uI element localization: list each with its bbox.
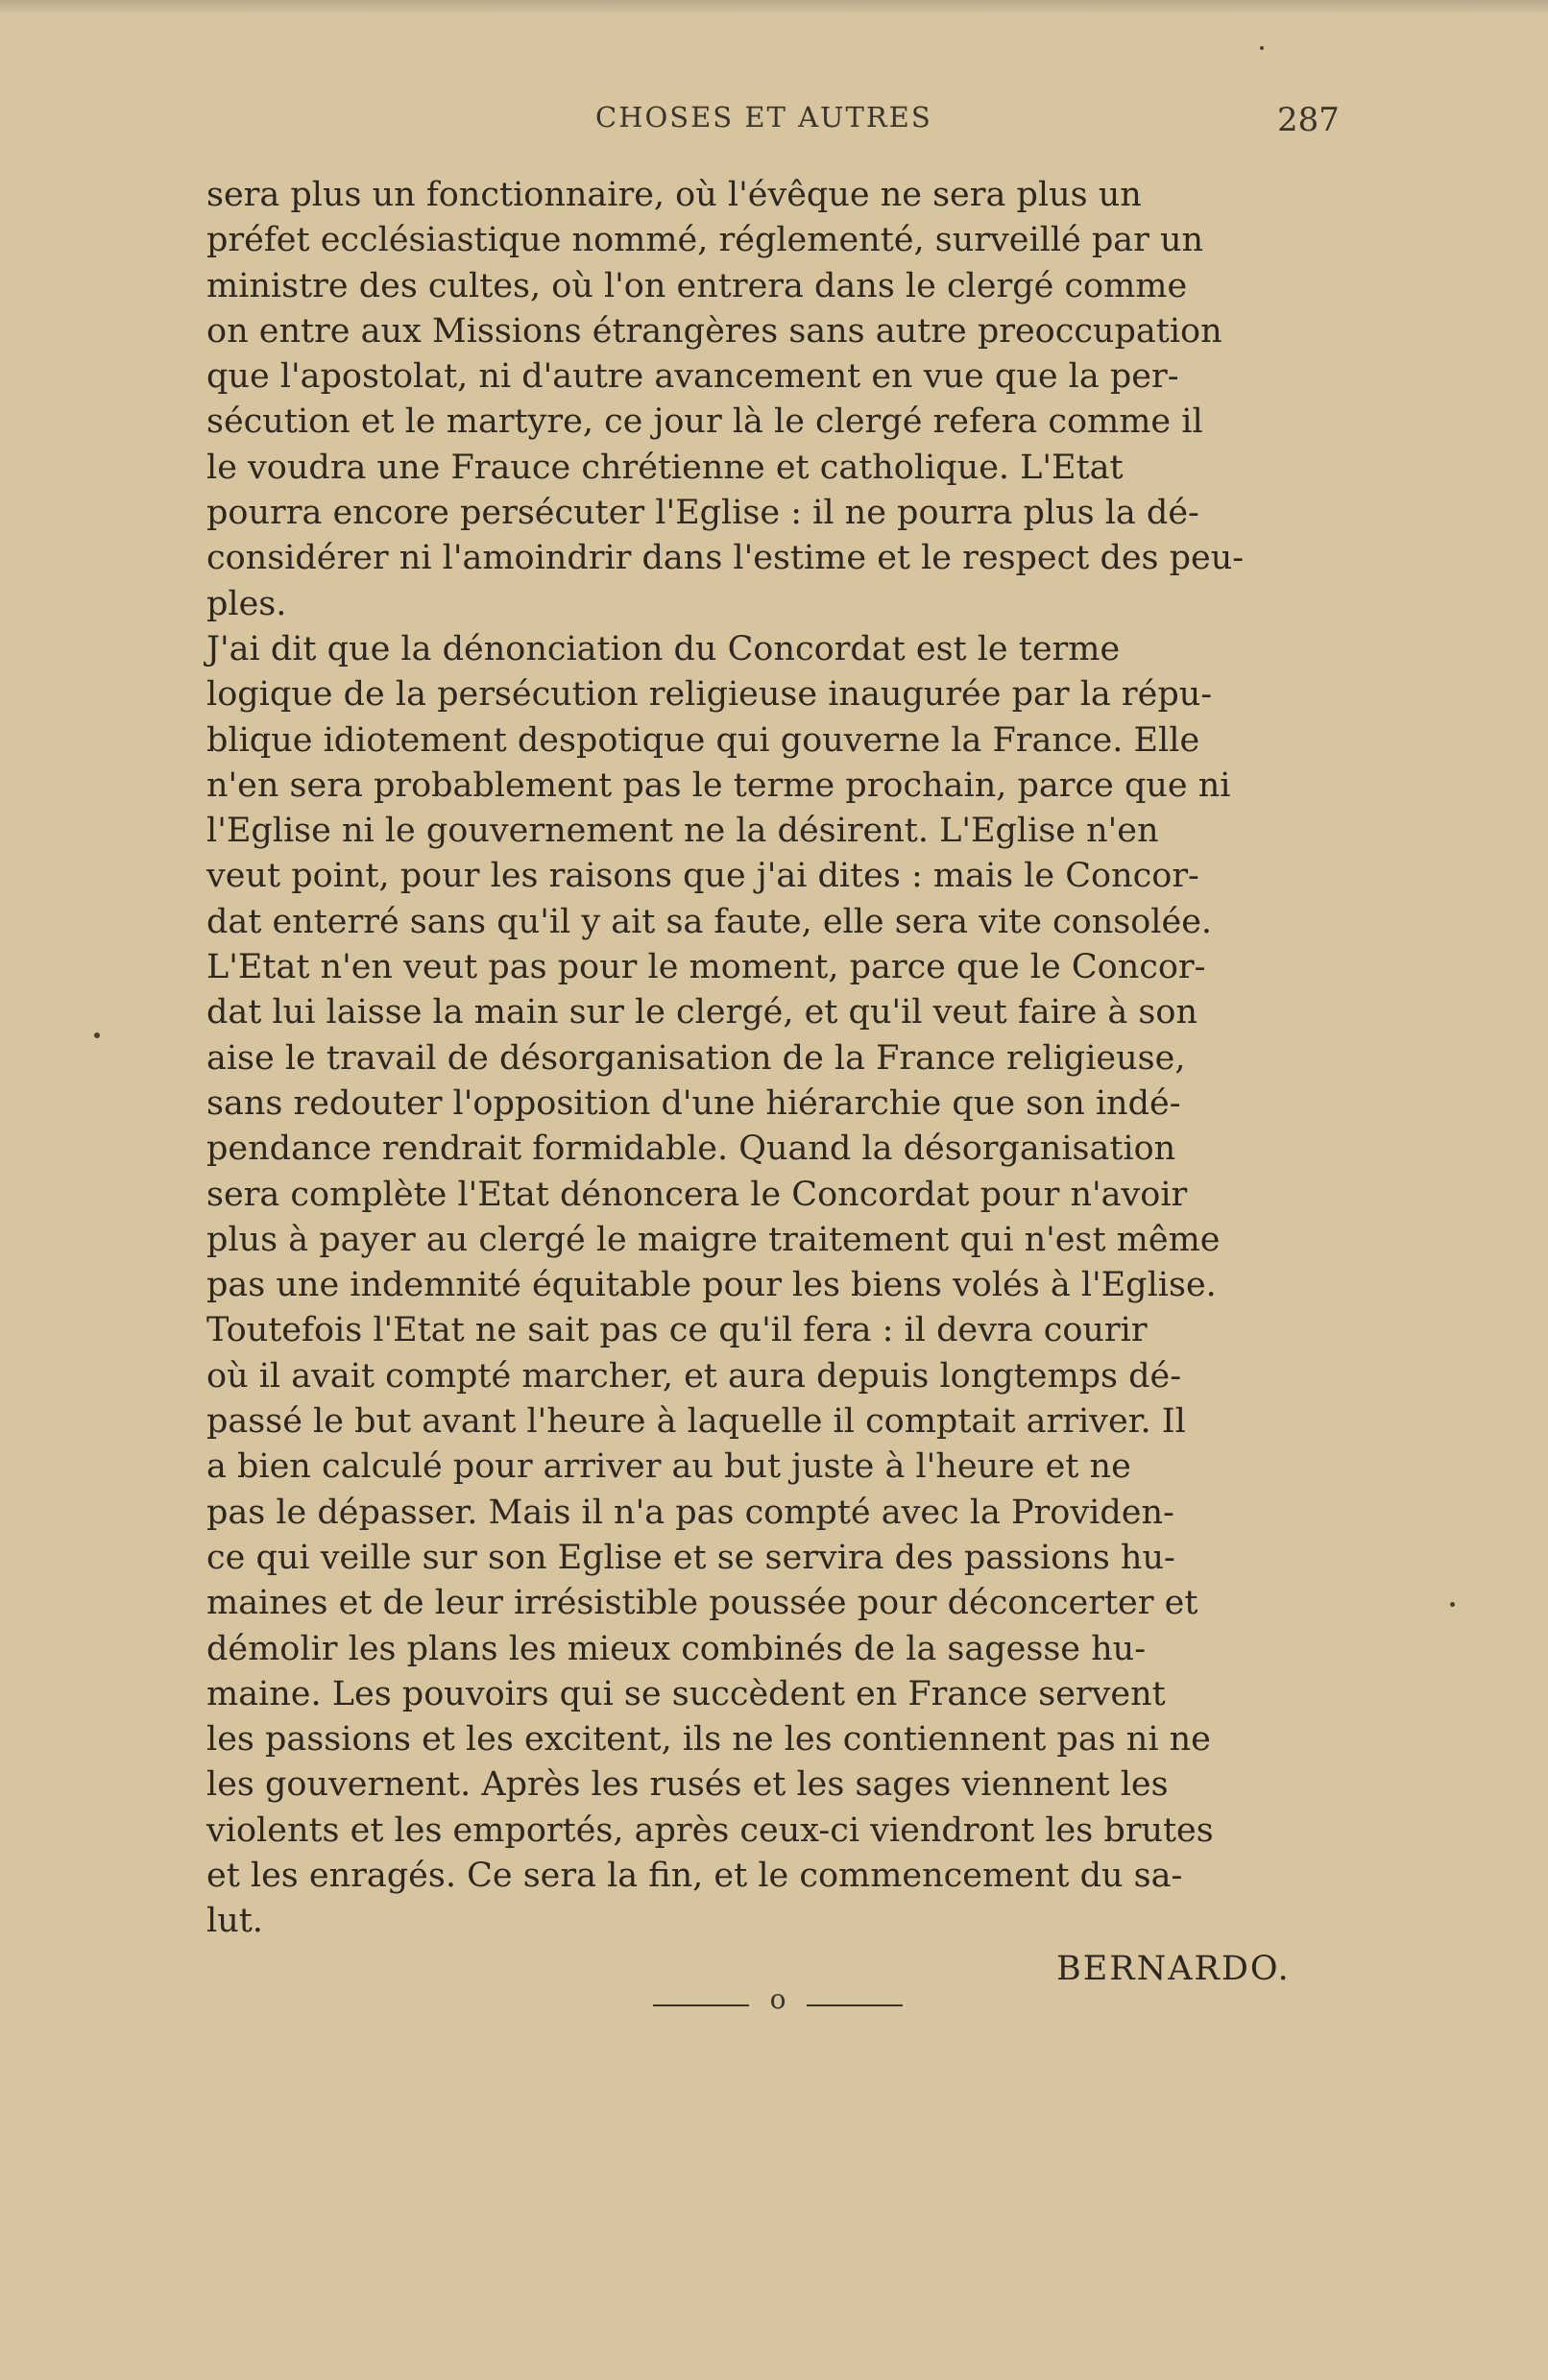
ink-speck [1260, 46, 1264, 50]
separator-mark: o [769, 1983, 786, 2015]
section-separator [653, 1983, 903, 2022]
page-number: 287 [1277, 101, 1340, 139]
paragraph-1: sera plus un fonctionnaire, où l'évêque ne sera plus un préfet ecclésiastique nommé, réglementé, surveillé par un ministre des cultes, où l'on entrera dans le clergé comme on entre aux Missions étrangères sans autre preoccupation que l'apostolat, ni d'autre avancement en vue que la per- sécution et le martyre, ce jour là le clergé refera comme il le voudra une Frauce chrétienne et catholique. L'Etat pourra encore persécuter l'Eglise : il ne pourra plus la dé- considérer ni l'amoindrir dans l'estime et le respect des peu- ples. [206, 176, 1245, 623]
paragraph-2: J'ai dit que la dénonciation du Concordat est le terme logique de la persécution religieuse inaugurée par la répu- blique idiotement despotique qui gouverne la France. Elle n'en sera probablement pas le terme prochain, parce que ni l'Eglise ni le gouvernement ne la désirent. L'Eglise n'en veut point, pour les raisons que j'ai dites : mais le Concor- dat enterré sans qu'il y ait sa faute, elle sera vite consolée. L'Etat n'en veut pas pour le moment, parce que le Concor- dat lui laisse la main sur le clergé, et qu'il veut faire à son aise le travail de désorganisation de la France religieuse, sans redouter l'opposition d'une hiérarchie que son indé- pendance rendrait formidable. Quand la désorganisation sera complète l'Etat dénoncera le Concordat pour n'avoir plus à payer au clergé le maigre traitement qui n'est même pas une indemnité équitable pour les biens volés à l'Eglise. Toutefois l'Etat ne sait pas ce qu'il fera : il devra courir où il avait compté marcher, et aura depuis longtemps dé- passé le but avant l'heure à laquelle il comptait arriver. Il a bien calculé pour arriver au but juste à l'heure et ne pas le dépasser. Mais il n'a pas compté avec la Providen- ce qui veille sur son Eglise et se servira des passions hu- maines et de leur irrésistible poussée pour déconcerter et démolir les plans les mieux combinés de la sagesse hu- maine. Les pouvoirs qui se succèdent en France servent les passions et les excitent, ils ne les contiennent pas ni ne les gouvernent. Après les rusés et les sages viennent les violents et les emportés, après ceux-ci viendront les brutes et les enragés. Ce sera la fin, et le commencement du sa- lut. [206, 629, 1231, 1941]
ink-speck [94, 1032, 100, 1038]
signature: BERNARDO. [1056, 1950, 1291, 1988]
page-header [0, 91, 1548, 149]
body-text [206, 173, 1359, 1945]
ink-speck [1450, 1602, 1455, 1607]
separator-line-right [807, 2004, 903, 2006]
page-top-edge [0, 0, 1548, 15]
running-head: CHOSES ET AUTRES [595, 101, 932, 134]
